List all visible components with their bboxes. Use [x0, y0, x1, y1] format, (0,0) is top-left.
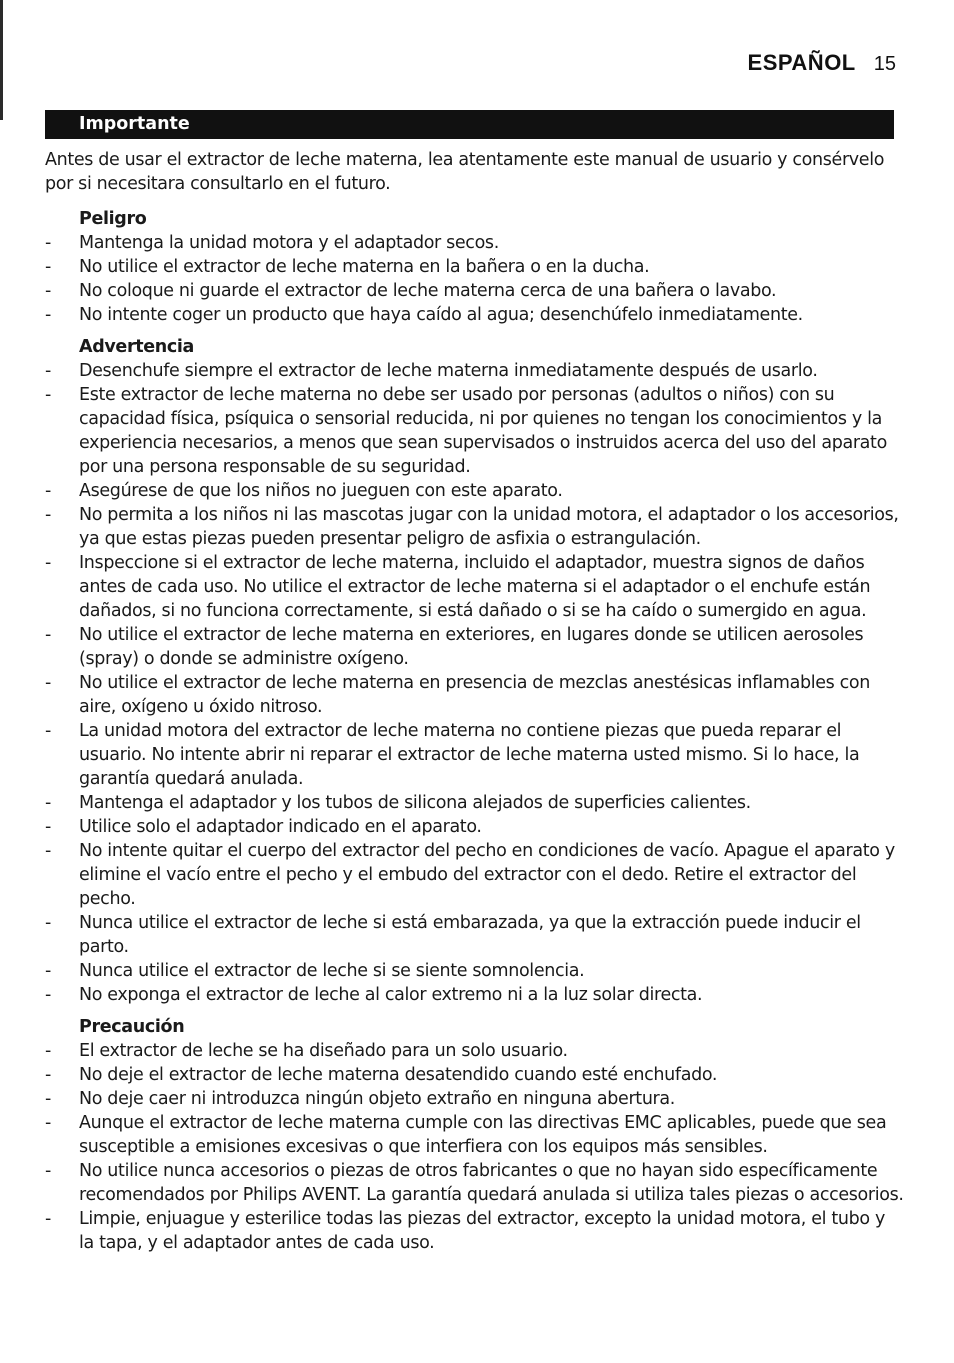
- bullet-dash: -: [45, 1065, 51, 1085]
- list-item-text: No utilice el extractor de leche materna en la bañera o en la ducha.: [79, 257, 650, 277]
- list-item-text: Este extractor de leche materna no debe ser usado por personas (adultos o niños) con su capacidad física, psíquica o sensorial reducida, ni por quienes no tengan los conocimientos y la experiencia necesarios, a menos que sean supervisados o instruidos acerca del uso del aparato por una persona responsable de su seguridad.: [79, 385, 887, 477]
- list-item-text: El extractor de leche se ha diseñado para un solo usuario.: [79, 1041, 568, 1061]
- list-item-text: Desenchufe siempre el extractor de leche materna inmediatamente después de usarlo.: [79, 361, 818, 381]
- bullet-dash: -: [45, 817, 51, 837]
- list-item-text: Mantenga el adaptador y los tubos de silicona alejados de superficies calientes.: [79, 793, 751, 813]
- list-item: [45, 255, 905, 279]
- list-item-text: Mantenga la unidad motora y el adaptador secos.: [79, 233, 499, 253]
- bullet-dash: -: [45, 961, 51, 981]
- list-item: [45, 1063, 905, 1087]
- group-list: [45, 231, 905, 327]
- bullet-dash: -: [45, 505, 51, 525]
- list-item: [45, 815, 905, 839]
- list-item-text: No utilice el extractor de leche materna en presencia de mezclas anestésicas inflamables con aire, oxígeno u óxido nitroso.: [79, 673, 870, 717]
- list-item: [45, 719, 905, 791]
- list-item-text: Aunque el extractor de leche materna cumple con las directivas EMC aplicables, puede que sea susceptible a emisiones excesivas o que interfiera con los equipos más sensibles.: [79, 1113, 887, 1157]
- bullet-dash: -: [45, 385, 51, 405]
- page-number: 15: [873, 53, 896, 75]
- list-item: [45, 503, 905, 551]
- list-item: [45, 1159, 905, 1207]
- bullet-dash: -: [45, 361, 51, 381]
- bullet-dash: -: [45, 1161, 51, 1181]
- document-body: [45, 148, 905, 1263]
- intro-paragraph: Antes de usar el extractor de leche materna, lea atentamente este manual de usuario y consérvelo por si necesitara consultarlo en el futuro.: [45, 150, 885, 194]
- list-item-text: Asegúrese de que los niños no jueguen con este aparato.: [79, 481, 563, 501]
- list-item: [45, 623, 905, 671]
- list-item: [45, 1039, 905, 1063]
- section-title: Importante: [79, 114, 190, 134]
- list-item-text: No exponga el extractor de leche al calor extremo ni a la luz solar directa.: [79, 985, 703, 1005]
- list-item: [45, 551, 905, 623]
- list-item-text: No utilice el extractor de leche materna en exteriores, en lugares donde se utilicen aerosoles (spray) o donde se administre oxígeno.: [79, 625, 864, 669]
- group-heading: Precaución: [79, 1017, 185, 1037]
- list-item-text: Inspeccione si el extractor de leche materna, incluido el adaptador, muestra signos de daños antes de cada uso. No utilice el extractor de leche materna si el adaptador o el enchufe están dañados, si no funciona correctamente, si está dañado o si se ha caído o sumergido en agua.: [79, 553, 871, 621]
- bullet-dash: -: [45, 985, 51, 1005]
- list-item: [45, 911, 905, 959]
- bullet-dash: -: [45, 793, 51, 813]
- section-title-bar: [45, 110, 894, 139]
- list-item-text: No deje caer ni introduzca ningún objeto extraño en ninguna abertura.: [79, 1089, 675, 1109]
- list-item: [45, 671, 905, 719]
- bullet-dash: -: [45, 1041, 51, 1061]
- list-item-text: La unidad motora del extractor de leche materna no contiene piezas que pueda reparar el usuario. No intente abrir ni reparar el extractor de leche materna usted mismo. Si lo hace, la garantía quedará anulada.: [79, 721, 860, 789]
- bullet-dash: -: [45, 913, 51, 933]
- list-item-text: Utilice solo el adaptador indicado en el aparato.: [79, 817, 482, 837]
- bullet-dash: -: [45, 233, 51, 253]
- bullet-dash: -: [45, 257, 51, 277]
- language-label: ESPAÑOL: [747, 50, 856, 75]
- group-heading: Peligro: [79, 209, 147, 229]
- list-item: [45, 479, 905, 503]
- list-item: [45, 983, 905, 1007]
- list-item: [45, 359, 905, 383]
- list-item-text: No coloque ni guarde el extractor de leche materna cerca de una bañera o lavabo.: [79, 281, 777, 301]
- bullet-dash: -: [45, 305, 51, 325]
- bullet-dash: -: [45, 625, 51, 645]
- bullet-dash: -: [45, 841, 51, 861]
- bullet-dash: -: [45, 1089, 51, 1109]
- list-item: [45, 839, 905, 911]
- list-item: [45, 279, 905, 303]
- list-item-text: Nunca utilice el extractor de leche si se siente somnolencia.: [79, 961, 585, 981]
- list-item-text: No deje el extractor de leche materna desatendido cuando esté enchufado.: [79, 1065, 718, 1085]
- page-header: [748, 50, 896, 76]
- list-item-text: No permita a los niños ni las mascotas jugar con la unidad motora, el adaptador o los accesorios, ya que estas piezas pueden presentar peligro de asfixia o estrangulación.: [79, 505, 899, 549]
- bullet-dash: -: [45, 673, 51, 693]
- list-item-text: No intente coger un producto que haya caído al agua; desenchúfelo inmediatamente.: [79, 305, 803, 325]
- bullet-dash: -: [45, 1113, 51, 1133]
- bullet-dash: -: [45, 721, 51, 741]
- page-edge-mark: [0, 0, 3, 120]
- bullet-dash: -: [45, 1209, 51, 1229]
- list-item: [45, 1111, 905, 1159]
- list-item: [45, 959, 905, 983]
- list-item-text: No intente quitar el cuerpo del extractor del pecho en condiciones de vacío. Apague el aparato y elimine el vacío entre el pecho y el embudo del extractor con el dedo. Retire el extractor del pecho.: [79, 841, 895, 909]
- list-item: [45, 231, 905, 255]
- list-item: [45, 383, 905, 479]
- group-heading: Advertencia: [79, 337, 195, 357]
- bullet-dash: -: [45, 553, 51, 573]
- bullet-dash: -: [45, 281, 51, 301]
- group-list: [45, 1039, 905, 1255]
- list-item-text: Nunca utilice el extractor de leche si está embarazada, ya que la extracción puede inducir el parto.: [79, 913, 861, 957]
- list-item-text: No utilice nunca accesorios o piezas de otros fabricantes o que no hayan sido específicamente recomendados por Philips AVENT. La garantía quedará anulada si utiliza tales piezas o accesorios.: [79, 1161, 904, 1205]
- list-item: [45, 303, 905, 327]
- list-item-text: Limpie, enjuague y esterilice todas las piezas del extractor, excepto la unidad motora, el tubo y la tapa, y el adaptador antes de cada uso.: [79, 1209, 885, 1253]
- list-item: [45, 1087, 905, 1111]
- safety-groups: [45, 207, 905, 1255]
- group-list: [45, 359, 905, 1007]
- list-item: [45, 791, 905, 815]
- bullet-dash: -: [45, 481, 51, 501]
- list-item: [45, 1207, 905, 1255]
